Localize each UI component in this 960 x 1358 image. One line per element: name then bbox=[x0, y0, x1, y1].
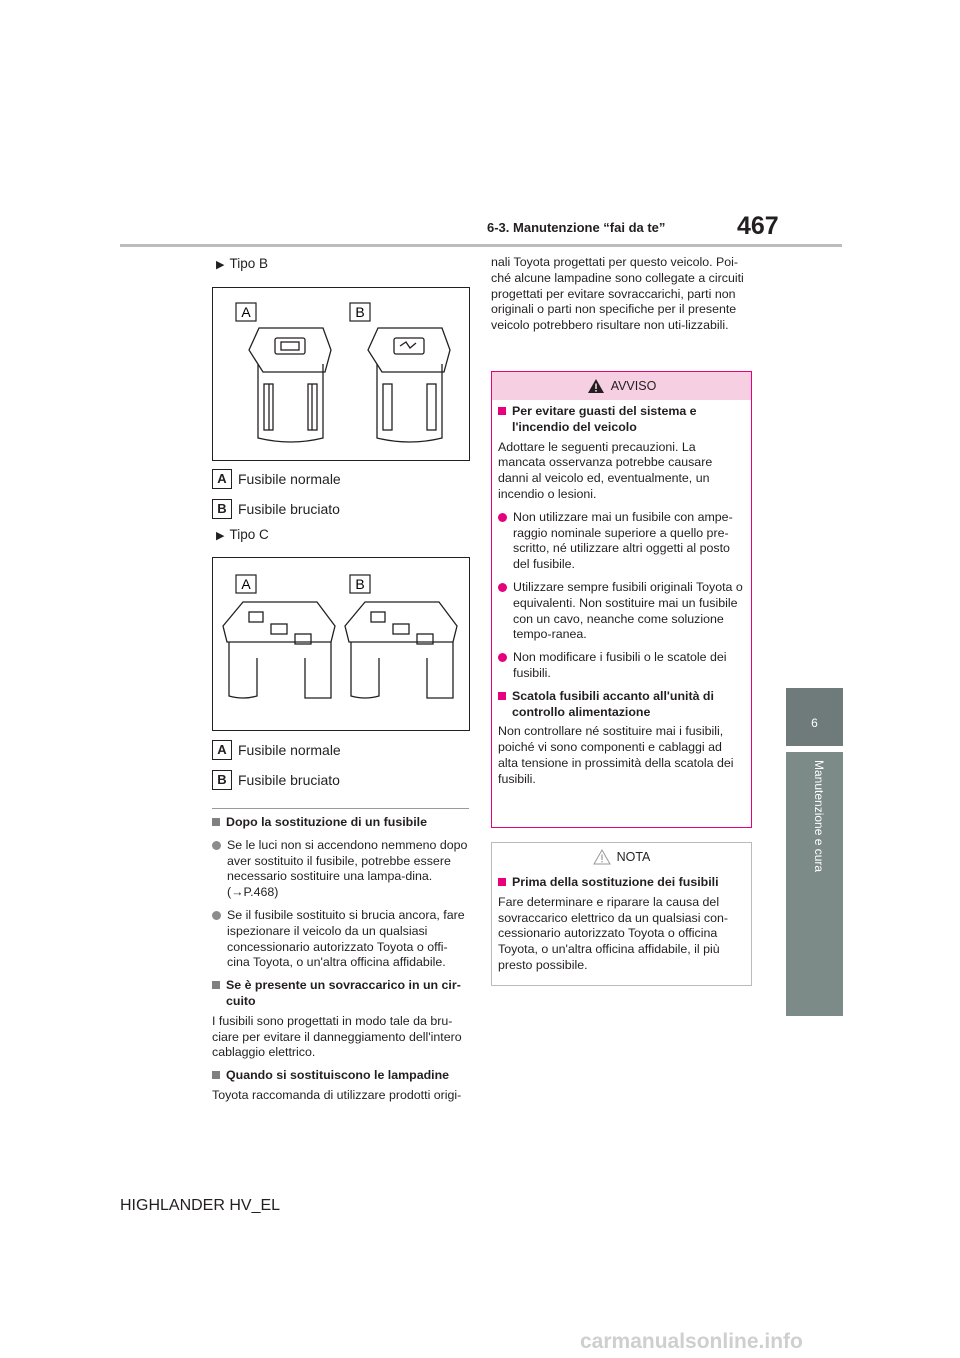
fig-b-label-a: A bbox=[241, 304, 251, 320]
bulbs-text: Toyota raccomanda di utilizzare prodotti origi- bbox=[212, 1087, 462, 1102]
warning-triangle-icon bbox=[587, 378, 605, 394]
type-c-legend-b: B Fusibile bruciato bbox=[212, 770, 340, 790]
bullet-icon bbox=[498, 513, 507, 522]
chapter-label: Manutenzione e cura bbox=[812, 760, 826, 873]
type-c-title: ▶ Tipo C bbox=[216, 527, 269, 542]
arrow-right-icon: ▶ bbox=[216, 259, 225, 271]
type-c-legend-a: A Fusibile normale bbox=[212, 740, 341, 760]
fuse-type-c-figure bbox=[212, 557, 470, 731]
fuse-type-b-figure bbox=[212, 287, 470, 461]
section-title: 6-3. Manutenzione “fai da te” bbox=[487, 220, 666, 235]
warning-box bbox=[491, 371, 752, 828]
type-b-title: ▶ Tipo B bbox=[216, 256, 268, 271]
warning-header: AVVISO bbox=[492, 372, 751, 400]
arrow-right-icon: ▶ bbox=[216, 530, 225, 542]
fig-c-label-b: B bbox=[355, 576, 365, 592]
note-box bbox=[491, 842, 752, 986]
watermark: carmanualsonline.info bbox=[580, 1330, 803, 1353]
bullet-icon bbox=[212, 841, 221, 850]
header-rule bbox=[120, 244, 842, 247]
note-heading: Prima della sostituzione dei fusibili bbox=[498, 875, 745, 891]
note-text: Fare determinare e riparare la causa del sovraccarico elettrico da un qualsiasi con-cessionario autorizzato Toyota o officina Toyota, o un'altra officina affidabile, il più presto possibile. bbox=[498, 894, 729, 972]
warning-text-2: Non controllare né sostituire mai i fusibili, poiché vi sono componenti e cablaggi ad alta tensione in prossimità della scatola dei fusibili. bbox=[498, 724, 734, 786]
after-replacement-heading: Dopo la sostituzione di un fusibile bbox=[212, 815, 470, 831]
fuse-type-c-illustration bbox=[213, 558, 469, 730]
page-number: 467 bbox=[737, 212, 779, 240]
list-item: Non utilizzare mai un fusibile con ampe-raggio nominale superiore a quello pre-scritto, né utilizzare altri oggetti al posto del fusibile. bbox=[498, 510, 745, 573]
type-b-legend-a: A Fusibile normale bbox=[212, 469, 341, 489]
fuse-type-b-illustration bbox=[213, 288, 469, 460]
bullet-icon bbox=[498, 583, 507, 592]
warning-intro: Adottare le seguenti precauzioni. La mancata osservanza potrebbe causare danni al veicolo ed, eventualmente, un incendio o lesioni. bbox=[498, 439, 713, 501]
fig-b-label-b: B bbox=[355, 304, 365, 320]
list-item: Se le luci non si accendono nemmeno dopo aver sostituito il fusibile, potrebbe essere necessario sostituire una lampa-dina. (→P.468) bbox=[212, 838, 470, 901]
type-b-legend-b: B Fusibile bruciato bbox=[212, 499, 340, 519]
overload-text: I fusibili sono progettati in modo tale da bru-ciare per evitare il danneggiamento dell'intero cablaggio elettrico. bbox=[212, 1013, 462, 1060]
list-item: Se il fusibile sostituito si brucia ancora, fare ispezionare il veicolo da un qualsiasi concessionario autorizzato Toyota o offi-cina Toyota, o un'altra officina affidabile. bbox=[212, 908, 470, 971]
warning-heading-2: Scatola fusibili accanto all'unità di controllo alimentazione bbox=[498, 689, 745, 721]
bullet-icon bbox=[212, 911, 221, 920]
warning-heading-1: Per evitare guasti del sistema e l'incendio del veicolo bbox=[498, 404, 745, 436]
section-separator bbox=[212, 808, 469, 809]
bulbs-heading: Quando si sostituiscono le lampadine bbox=[212, 1068, 470, 1084]
note-header: NOTA bbox=[492, 843, 751, 871]
chapter-number: 6 bbox=[811, 716, 818, 730]
left-text-column bbox=[212, 815, 470, 1104]
list-item: Utilizzare sempre fusibili originali Toyota o equivalenti. Non sostituire mai un fusibile con un cavo, neanche come soluzione tempo-ranea. bbox=[498, 580, 745, 643]
caution-triangle-icon bbox=[593, 849, 611, 865]
bullet-icon bbox=[498, 653, 507, 662]
bulbs-text-continuation: nali Toyota progettati per questo veicolo. Poi-ché alcune lampadine sono collegate a circuiti progettati per evitare sovraccarichi, parti non originali o parti non specifiche per il presente veicolo potrebbero risultare non uti-lizzabili. bbox=[491, 255, 744, 333]
footer-model: HIGHLANDER HV_EL bbox=[120, 1197, 281, 1214]
fig-c-label-a: A bbox=[241, 576, 251, 592]
list-item: Non modificare i fusibili o le scatole dei fusibili. bbox=[498, 650, 745, 682]
overload-heading: Se è presente un sovraccarico in un cir-cuito bbox=[212, 978, 470, 1010]
